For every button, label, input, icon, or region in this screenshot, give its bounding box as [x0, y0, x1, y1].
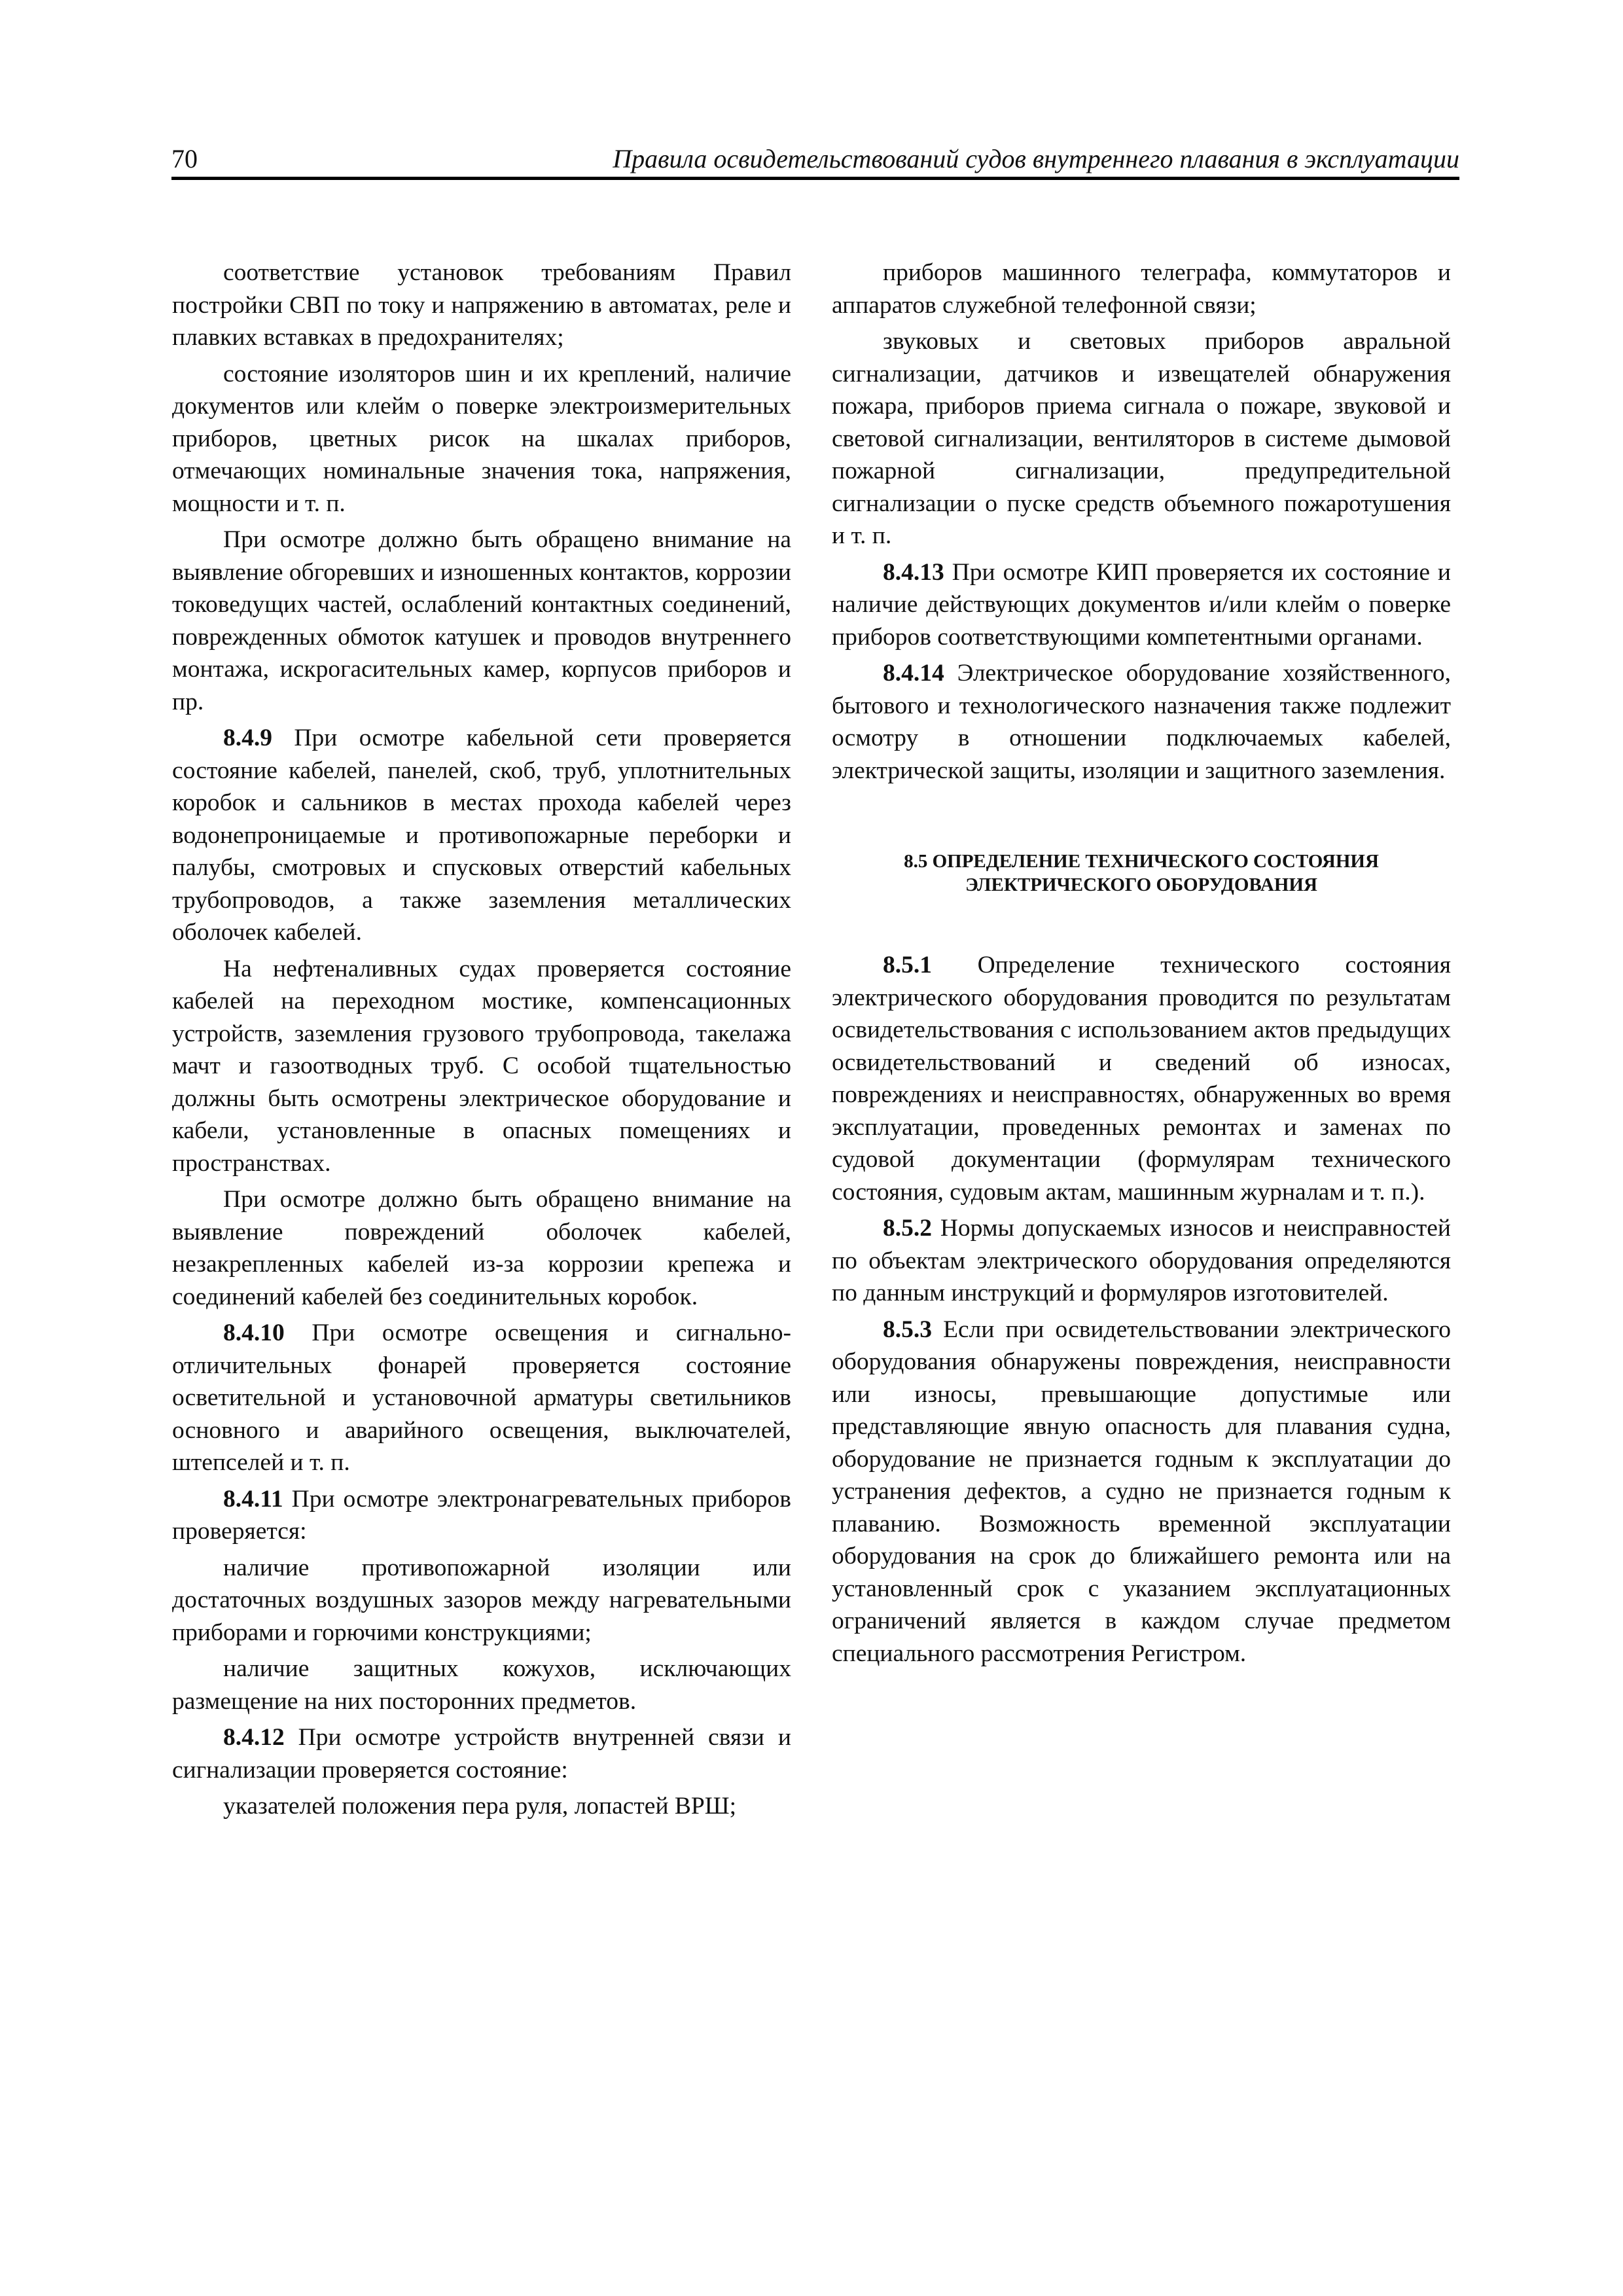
- paragraph: [172, 722, 791, 949]
- paragraph-text: наличие защитных кожухов, исключающих размещение на них посторонних предметов.: [172, 1655, 791, 1715]
- clause-number: 8.5.3: [883, 1316, 932, 1343]
- paragraph-text: При осмотре должно быть обращено внимание на выявление повреждений оболочек кабелей, незакрепленных кабелей из-за коррозии крепежа и соединений кабелей без соединительных коробок.: [172, 1186, 791, 1310]
- clause-number: 8.4.11: [223, 1485, 283, 1513]
- clause-number: 8.4.9: [223, 725, 272, 751]
- paragraph: [832, 325, 1451, 552]
- paragraph: [172, 1721, 791, 1786]
- paragraph-text: соответствие установок требованиям Правил постройки СВП по току и напряжению в автоматах, реле и плавких вставках в предохранителях;: [172, 259, 791, 351]
- paragraph: [172, 524, 791, 718]
- right-column: [832, 257, 1451, 1674]
- paragraph-text: приборов машинного телеграфа, коммутаторов и аппаратов служебной телефонной связи;: [832, 259, 1451, 319]
- paragraph: [172, 1317, 791, 1479]
- paragraph-text: Нормы допускаемых износов и неисправностей по объектам электрического оборудования определяются по данным инструкций и формуляров изготовителей.: [832, 1215, 1451, 1306]
- paragraph-text: Определение технического состояния электрического оборудования проводится по результатам освидетельствования с использованием актов предыдущих освидетельствований и сведений об износах, повреждениях и неисправностях, обнаруженных во время эксплуатации, проведенных ремонтах и заменах по судовой документации (формулярам технического состояния, судовым актам, машинным журналам и т. п.).: [832, 952, 1451, 1206]
- paragraph-text: При осмотре КИП проверяется их состояние и наличие действующих документов и/или клейм о поверке приборов соответствующими компетентными органами.: [832, 558, 1451, 651]
- paragraph: [172, 358, 791, 520]
- paragraph: [172, 1552, 791, 1649]
- paragraph-text: звуковых и световых приборов авральной сигнализации, датчиков и извещателей обнаружения пожара, приборов приема сигнала о пожаре, звуковой и световой сигнализации, вентиляторов в системе дымовой пожарной сигнализации, предупредительной сигнализации о пуске средств объемного пожаротушения и т. п.: [832, 328, 1451, 549]
- paragraph-text: наличие противопожарной изоляции или достаточных воздушных зазоров между нагревательными приборами и горючими конструкциями;: [172, 1554, 791, 1646]
- paragraph: [832, 257, 1451, 321]
- paragraph-text: При осмотре электронагревательных приборов проверяется:: [172, 1485, 791, 1545]
- paragraph: [172, 257, 791, 354]
- paragraph: [832, 949, 1451, 1208]
- clause-number: 8.4.10: [223, 1319, 285, 1346]
- paragraph-text: На нефтеналивных судах проверяется состояние кабелей на переходном мостике, компенсационных устройств, заземления грузового трубопровода, такелажа мачт и газоотводных труб. С особой тщательностью должны быть осмотрены электрическое оборудование и кабели, установленные в опасных помещениях и пространствах.: [172, 955, 791, 1177]
- clause-number: 8.4.14: [883, 660, 944, 687]
- paragraph-text: При осмотре кабельной сети проверяется состояние кабелей, панелей, скоб, труб, уплотнительных коробок и сальников в местах прохода кабелей через водонепроницаемые и противопожарные переборки и палубы, смотровых и спусковых отверстий кабельных трубопроводов, а также заземления металлических оболочек кабелей.: [172, 725, 791, 946]
- paragraph: [172, 1483, 791, 1548]
- section-heading-line: 8.5 ОПРЕДЕЛЕНИЕ ТЕХНИЧЕСКОГО СОСТОЯНИЯ: [904, 851, 1379, 872]
- paragraph-text: При осмотре освещения и сигнально-отличительных фонарей проверяется состояние осветительной и установочной арматуры светильников основного и аварийного освещения, выключателей, штепселей и т. п.: [172, 1319, 791, 1476]
- paragraph: [172, 953, 791, 1180]
- paragraph-text: состояние изоляторов шин и их креплений, наличие документов или клейм о поверке электроизмерительных приборов, цветных рисок на шкалах приборов, отмечающих номинальные значения тока, напряжения, мощности и т. п.: [172, 360, 791, 517]
- clause-number: 8.5.1: [883, 952, 932, 978]
- clause-number: 8.5.2: [883, 1215, 932, 1242]
- paragraph-text: При осмотре устройств внутренней связи и сигнализации проверяется состояние:: [172, 1724, 791, 1784]
- paragraph: [172, 1183, 791, 1313]
- paragraph-text: Электрическое оборудование хозяйственного, бытового и технологического назначения также подлежит осмотру в отношении подключаемых кабелей, электрической защиты, изоляции и защитного заземления.: [832, 660, 1451, 784]
- clause-number: 8.4.12: [223, 1724, 285, 1751]
- left-column: [172, 257, 791, 1827]
- paragraph-text: При осмотре должно быть обращено внимание на выявление обгоревших и изношенных контактов, коррозии токоведущих частей, ослаблений контактных соединений, поврежденных обмоток катушек и проводов внутреннего монтажа, искрогасительных камер, корпусов приборов и пр.: [172, 526, 791, 715]
- page-header: [171, 140, 1459, 179]
- page-number: 70: [171, 144, 198, 173]
- running-title: Правила освидетельствований судов внутреннего плавания в эксплуатации: [613, 144, 1459, 173]
- section-heading-line: ЭЛЕКТРИЧЕСКОГО ОБОРУДОВАНИЯ: [965, 874, 1317, 895]
- section-heading: [832, 850, 1451, 897]
- paragraph: [172, 1790, 791, 1823]
- paragraph: [832, 1314, 1451, 1670]
- header-rule: [171, 177, 1459, 180]
- paragraph: [832, 657, 1451, 787]
- paragraph: [832, 556, 1451, 654]
- paragraph-text: Если при освидетельствовании электрического оборудования обнаружены повреждения, неисправности или износы, превышающие допустимые или представляющие явную опасность для плавания судна, оборудование не признается годным к эксплуатации до устранения дефектов, а судно не признается годным к плаванию. Возможность временной эксплуатации оборудования на срок до ближайшего ремонта или на установленный срок с указанием эксплуатационных ограничений является в каждом случае предметом специального рассмотрения Регистром.: [832, 1316, 1451, 1667]
- paragraph: [832, 1212, 1451, 1310]
- clause-number: 8.4.13: [883, 558, 944, 586]
- paragraph-text: указателей положения пера руля, лопастей ВРШ;: [223, 1793, 737, 1820]
- paragraph: [172, 1653, 791, 1717]
